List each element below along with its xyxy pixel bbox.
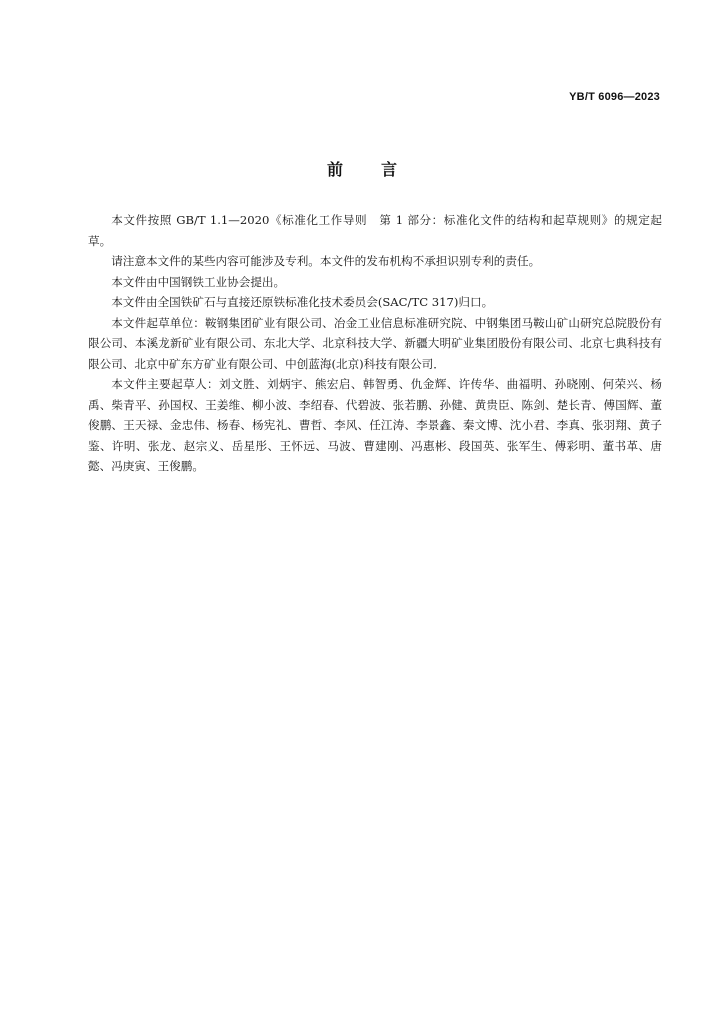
paragraph-drafting-rules: 本文件按照 GB/T 1.1—2020《标准化工作导则 第 1 部分：标准化文件的结构和起草规则》的规定起草。: [88, 213, 662, 248]
paragraph-patent-notice: 请注意本文件的某些内容可能涉及专利。本文件的发布机构不承担识别专利的责任。: [111, 254, 541, 268]
page-title: [0, 157, 724, 180]
standard-code: YB/T 6096—2023: [569, 91, 660, 103]
paragraph-administrator: 本文件由全国铁矿石与直接还原铁标准化技术委员会(SAC/TC 317)归口。: [111, 295, 494, 309]
title-char-1: 前: [326, 160, 343, 179]
title-char-2: 言: [381, 160, 398, 179]
paragraph-drafters: 本文件主要起草人：刘文胜、刘炳宇、熊宏启、韩智勇、仇金辉、许传华、曲福明、孙晓刚、何荣兴、杨禹、柴青平、孙国权、王姜维、柳小波、李绍春、代碧波、张若鹏、孙健、黄贵臣、陈剑、楚长青、傅国辉、董俊鹏、王天禄、金忠伟、杨春、杨宪礼、曹哲、李风、任江涛、李景鑫、秦文博、沈小君、李真、张羽翔、黄子鉴、许明、张龙、赵宗义、岳星彤、王怀远、马波、曹建刚、冯惠彬、段国英、张军生、傅彩明、董书革、唐懿、冯庚寅、王俊鹏。: [88, 377, 662, 473]
foreword-body: [88, 210, 662, 477]
paragraph-drafting-units: 本文件起草单位：鞍钢集团矿业有限公司、冶金工业信息标准研究院、中钢集团马鞍山矿山研究总院股份有限公司、本溪龙新矿业有限公司、东北大学、北京科技大学、新疆大明矿业集团股份有限公司、北京七典科技有限公司、北京中矿东方矿业有限公司、中创蓝海(北京)科技有限公司．: [88, 315, 662, 371]
paragraph-proposer: 本文件由中国钢铁工业协会提出。: [111, 274, 286, 289]
